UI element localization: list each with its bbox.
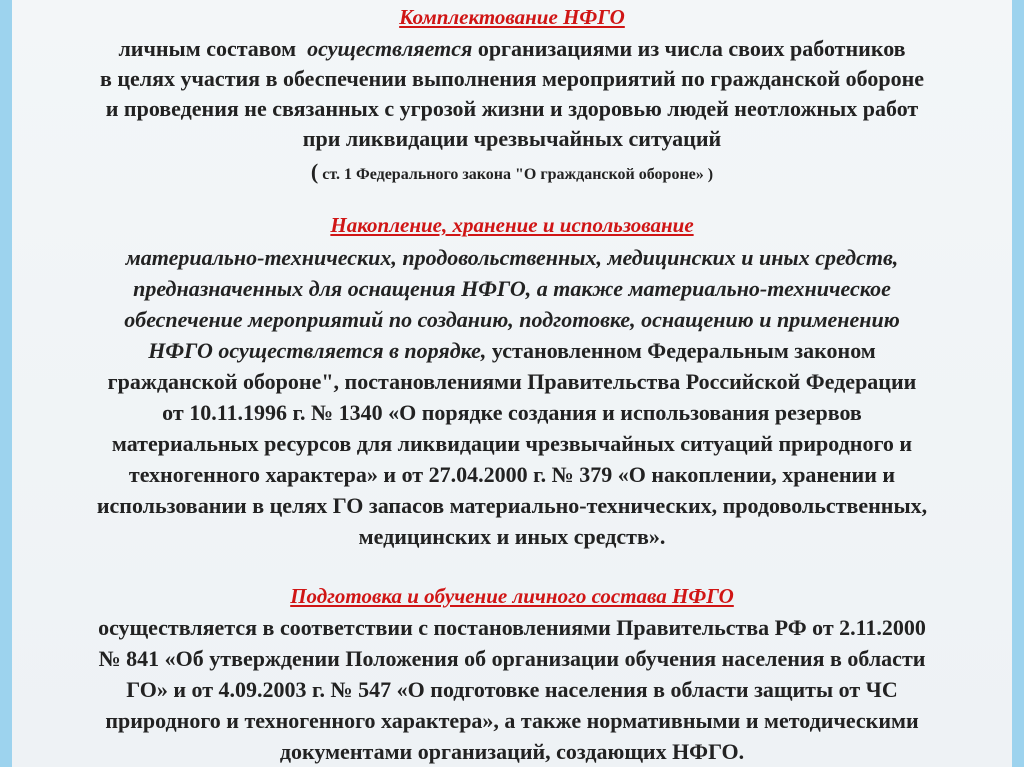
section2-line9: использовании в целях ГО запасов материально-технических, продовольственных, <box>96 493 928 518</box>
citation-open-paren: ( <box>310 159 319 184</box>
section3-line1: осуществляется в соответствии с постановлениями Правительства РФ от 2.11.2000 <box>98 615 926 640</box>
section1-heading: Комплектование НФГО <box>399 5 625 29</box>
section2-line4-part-a: НФГО осуществляется в порядке, <box>148 338 487 363</box>
citation-close-paren: ) <box>707 166 714 183</box>
section1-line1-part-c: организациями из числа своих работников <box>477 36 906 61</box>
section1-line1-part-a: личным составом <box>118 36 297 61</box>
section2-line2: предназначенных для оснащения НФГО, а также материально-техническое <box>133 276 891 301</box>
section3-line4: природного и техногенного характера», а также нормативными и методическими <box>105 708 919 733</box>
section3-heading: Подготовка и обучение личного состава НФГО <box>290 584 734 608</box>
slide-content <box>12 0 1012 767</box>
citation-text: ст. 1 Федерального закона "О гражданской обороне» <box>318 166 708 183</box>
section2-line4-part-b: установленном Федеральным законом <box>486 338 876 363</box>
section1-line1-part-b: осуществляется <box>307 36 473 61</box>
section2-line1: материально-технических, продовольственных, медицинских и иных средств, <box>125 245 899 270</box>
section3-line2: № 841 «Об утверждении Положения об организации обучения населения в области <box>98 646 926 671</box>
section2-heading: Накопление, хранение и использование <box>330 213 694 237</box>
section2-line5: гражданской обороне", постановлениями Правительства Российской Федерации <box>107 369 917 394</box>
section3-line5: документами организаций, создающих НФГО. <box>279 739 745 764</box>
section3-line3: ГО» и от 4.09.2003 г. № 547 «О подготовке населения в области защиты от ЧС <box>126 677 898 702</box>
section1-line1 <box>12 34 1012 64</box>
section2-line6: от 10.11.1996 г. № 1340 «О порядке создания и использования резервов <box>162 400 862 425</box>
section2-line8: техногенного характера» и от 27.04.2000 г. № 379 «О накоплении, хранении и <box>128 462 896 487</box>
section1-line4: при ликвидации чрезвычайных ситуаций <box>302 126 722 151</box>
section1-citation <box>12 157 1012 190</box>
section2-line7: материальных ресурсов для ликвидации чрезвычайных ситуаций природного и <box>111 431 913 456</box>
section1-line3: и проведения не связанных с угрозой жизни и здоровью людей неотложных работ <box>105 96 919 121</box>
section2-line10: медицинских и иных средств». <box>358 524 666 549</box>
section1-line2: в целях участия в обеспечении выполнения мероприятий по гражданской обороне <box>99 66 925 91</box>
section2-line4 <box>12 336 1012 366</box>
section2-line3: обеспечение мероприятий по созданию, подготовке, оснащению и применению <box>124 307 900 332</box>
